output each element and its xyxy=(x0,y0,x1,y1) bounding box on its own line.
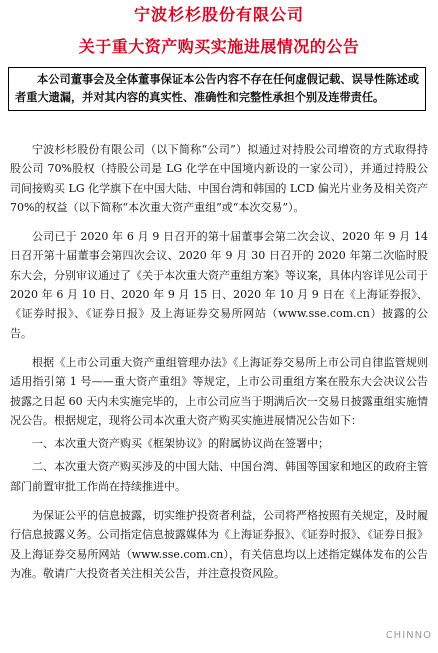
paragraph-transaction-overview: 宁波杉杉股份有限公司（以下简称“公司”）拟通过对持股公司增资的方式取得持股公司 70%股权（持股公司是 LG 化学在中国境内新设的一家公司），并通过持股公司间接购买 LG 化学旗下在中国大陆、中国台湾和韩国的 LCD 偏光片业务及相关资产 70%的权益（以下简称“本次重大资产重组”或“本次交易”）。 xyxy=(10,143,428,214)
announcement-title: 关于重大资产购买实施进展情况的公告 xyxy=(78,37,360,56)
paragraph-progress-item-2: 二、本次重大资产购买涉及的中国大陆、中国台湾、韩国等国家和地区的政府主管部门前置审批工作尚在持续推进中。 xyxy=(10,460,428,493)
watermark-logo: CHINNO xyxy=(385,630,432,641)
announcement-body xyxy=(10,140,428,593)
company-name: 宁波杉杉股份有限公司 xyxy=(133,5,304,24)
board-guarantee-notice: 本公司董事会及全体董事保证本公告内容不存在任何虚假记载、误导性陈述或者重大遗漏，并对其内容的真实性、准确性和完整性承担个别及连带责任。 xyxy=(8,67,426,111)
paragraph-progress-item-1: 一、本次重大资产购买《框架协议》的附属协议尚在签署中； xyxy=(32,437,329,451)
paragraph-disclosure-statement: 为保证公平的信息披露，切实维护投资者利益，公司将严格按照有关规定，及时履行信息披露义务。公司指定信息披露媒体为《上海证券报》、《证券时报》、《证券日报》及上海证券交易所网站（www.sse.com.cn），有关信息均以上述指定媒体发布的公告为准。敬请广大投资者关注相关公告，并注意投资风险。 xyxy=(10,509,428,580)
paragraph-regulatory-basis: 根据《上市公司重大资产重组管理办法》《上海证券交易所上市公司自律监管规则适用指引第 1 号——重大资产重组》等规定，上市公司重组方案在股东大会决议公告披露之日起 60 天内未实施完毕的，上市公司应当于期满后次一交易日披露重组实施情况公告。根据规定，现将公司本次重大资产购买实施进展情况公告如下： xyxy=(10,355,428,427)
paragraph-approval-history: 公司已于 2020 年 6 月 9 日召开的第十届董事会第二次会议、2020 年 9 月 14 日召开第十届董事会第四次会议、2020 年 9 月 30 日召开的 2020 年第二次临时股东大会，分别审议通过了《关于本次重大资产重组方案》等议案，具体内容详见公司于 2020 年 6 月 10 日、2020 年 9 月 15 日、2020 年 10 月 9 日在《上海证券报》、《证券时报》、《证券日报》及上海证券交易所网站（www.sse.com.cn）披露的公告。 xyxy=(10,230,428,340)
